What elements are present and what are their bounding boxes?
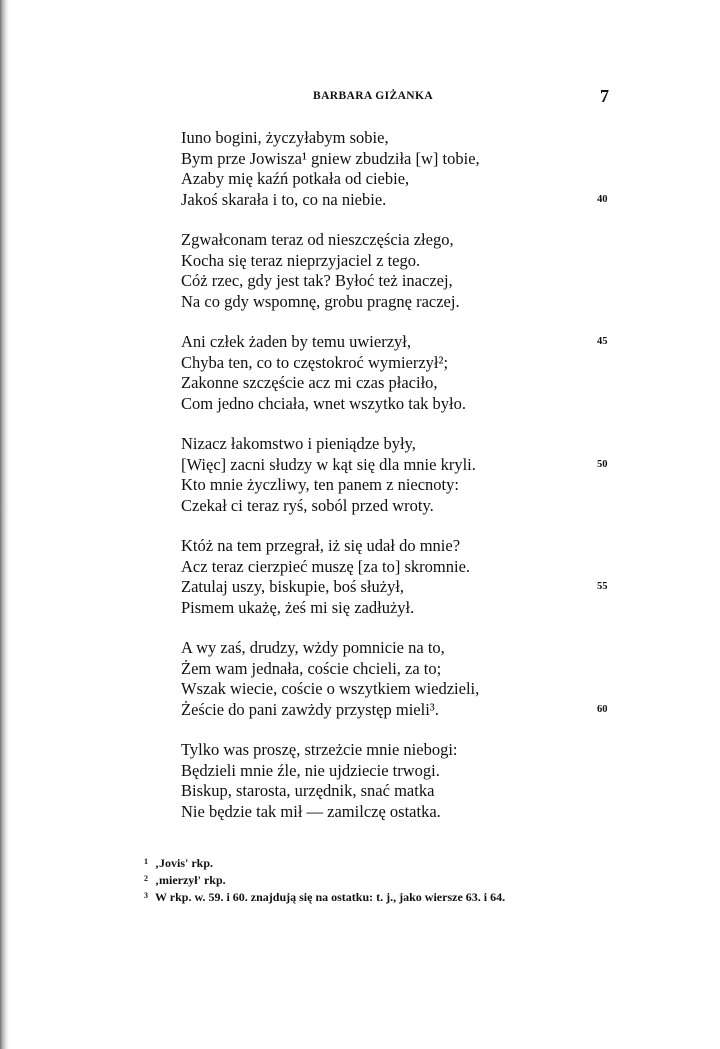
line-number: 55 [597,581,608,592]
verse-text: Zgwałconam teraz od nieszczęścia złego, [181,230,454,249]
stanza [181,332,611,414]
stanza [181,638,611,720]
verse-text: Biskup, starosta, urzędnik, snać matka [181,781,435,800]
verse-line [181,353,611,374]
footnote-text: W rkp. w. 59. i 60. znajdują się na ostatku: t. j., jako wiersze 63. i 64. [155,890,506,904]
verse-line [181,434,611,455]
verse-text: Żeście do pani zawżdy przystęp mieli³. [181,699,439,719]
footnote [144,853,624,870]
verse-line [181,230,611,251]
verse-line [181,271,611,292]
verse-text: Pismem ukażę, żeś mi się zadłużył. [181,597,415,617]
verse-text: Ani człek żaden by temu uwierzył, [181,332,411,351]
verse-line [181,149,611,170]
verse-line [181,638,611,659]
verse-text: Acz teraz cierzpieć muszę [za to] skromnie. [181,556,471,576]
line-number: 50 [597,458,608,470]
footnotes [144,853,624,904]
line-number: 60 [597,703,608,715]
verse-text: Czekał ci teraz ryś, soból przed wroty. [181,495,434,515]
verse-line [181,598,611,619]
verse-line [181,292,611,313]
page-number: 7 [600,86,609,106]
scan-edge-shadow [0,0,9,1049]
verse-line [181,536,611,557]
verse-text: Tylko was proszę, strzeżcie mnie niebogi: [181,740,458,759]
verse-line [181,761,611,782]
footnote-text: ‚Jovis' rkp. [155,856,214,870]
verse-text: Jakoś skarała i to, co na niebie. [181,189,387,209]
verse-text: Kocha się teraz nieprzyjaciel z tego. [181,250,421,270]
verse-text: Chyba ten, co to częstokroć wymierzył²; [181,352,449,372]
verse-text: Bym prze Jowisza¹ gniew zbudziła [w] tobie, [181,148,480,168]
verse-text: A wy zaś, drudzy, wżdy pomnicie na to, [181,638,445,657]
verse-line [181,802,611,823]
footnote-mark: 3 [144,891,148,900]
verse-line [181,679,611,700]
footnote-text: ‚mierzył' rkp. [155,873,226,887]
verse-text: Cóż rzec, gdy jest tak? Byłoć też inaczej, [181,271,453,290]
verse-text: Azaby mię kaźń potkała od ciebie, [181,169,410,188]
line-number: 40 [597,193,608,205]
verse-line [181,781,611,802]
verse-text: Nie będzie tak mił — zamilczę ostatka. [181,801,441,821]
verse-text: Na co gdy wspomnę, grobu pragnę raczej. [181,291,460,311]
verse-line [181,557,611,578]
verse-text: Zakonne szczęście acz mi czas płaciło, [181,373,438,392]
footnote-mark: 1 [144,857,148,866]
verse-line [181,740,611,761]
poem [181,128,611,842]
line-number: 45 [597,336,608,347]
stanza [181,434,611,516]
verse-line [181,659,611,680]
verse-line [181,577,611,598]
verse-line [181,455,611,476]
footnote [144,870,624,887]
stanza [181,230,611,312]
verse-text: Nizacz łakomstwo i pieniądze były, [181,434,416,453]
verse-line [181,251,611,272]
stanza [181,536,611,618]
footnote [144,887,624,904]
verse-text: Iuno bogini, życzyłabym sobie, [181,128,389,147]
verse-text: [Więc] zacni słudzy w kąt się dla mnie kryli. [181,454,476,474]
stanza [181,740,611,822]
verse-text: Będzieli mnie źle, nie ujdziecie trwogi. [181,760,440,780]
verse-text: Któż na tem przegrał, iż się udał do mnie? [181,536,461,555]
verse-text: Zatulaj uszy, biskupie, boś służył, [181,577,405,596]
verse-line [181,700,611,721]
verse-text: Żem wam jednała, coście chcieli, za to; [181,658,442,678]
verse-line [181,190,611,211]
footnote-mark: 2 [144,874,148,883]
verse-line [181,475,611,496]
verse-line [181,169,611,190]
verse-text: Kto mnie życzliwy, ten panem z niecnoty: [181,475,459,494]
verse-line [181,128,611,149]
verse-line [181,394,611,415]
verse-line [181,496,611,517]
verse-line [181,373,611,394]
verse-text: Wszak wiecie, coście o wszytkiem wiedzieli, [181,679,480,698]
verse-text: Com jedno chciała, wnet wszytko tak było. [181,393,467,413]
stanza [181,128,611,210]
running-head: BARBARA GIŻANKA [313,90,434,102]
verse-line [181,332,611,353]
